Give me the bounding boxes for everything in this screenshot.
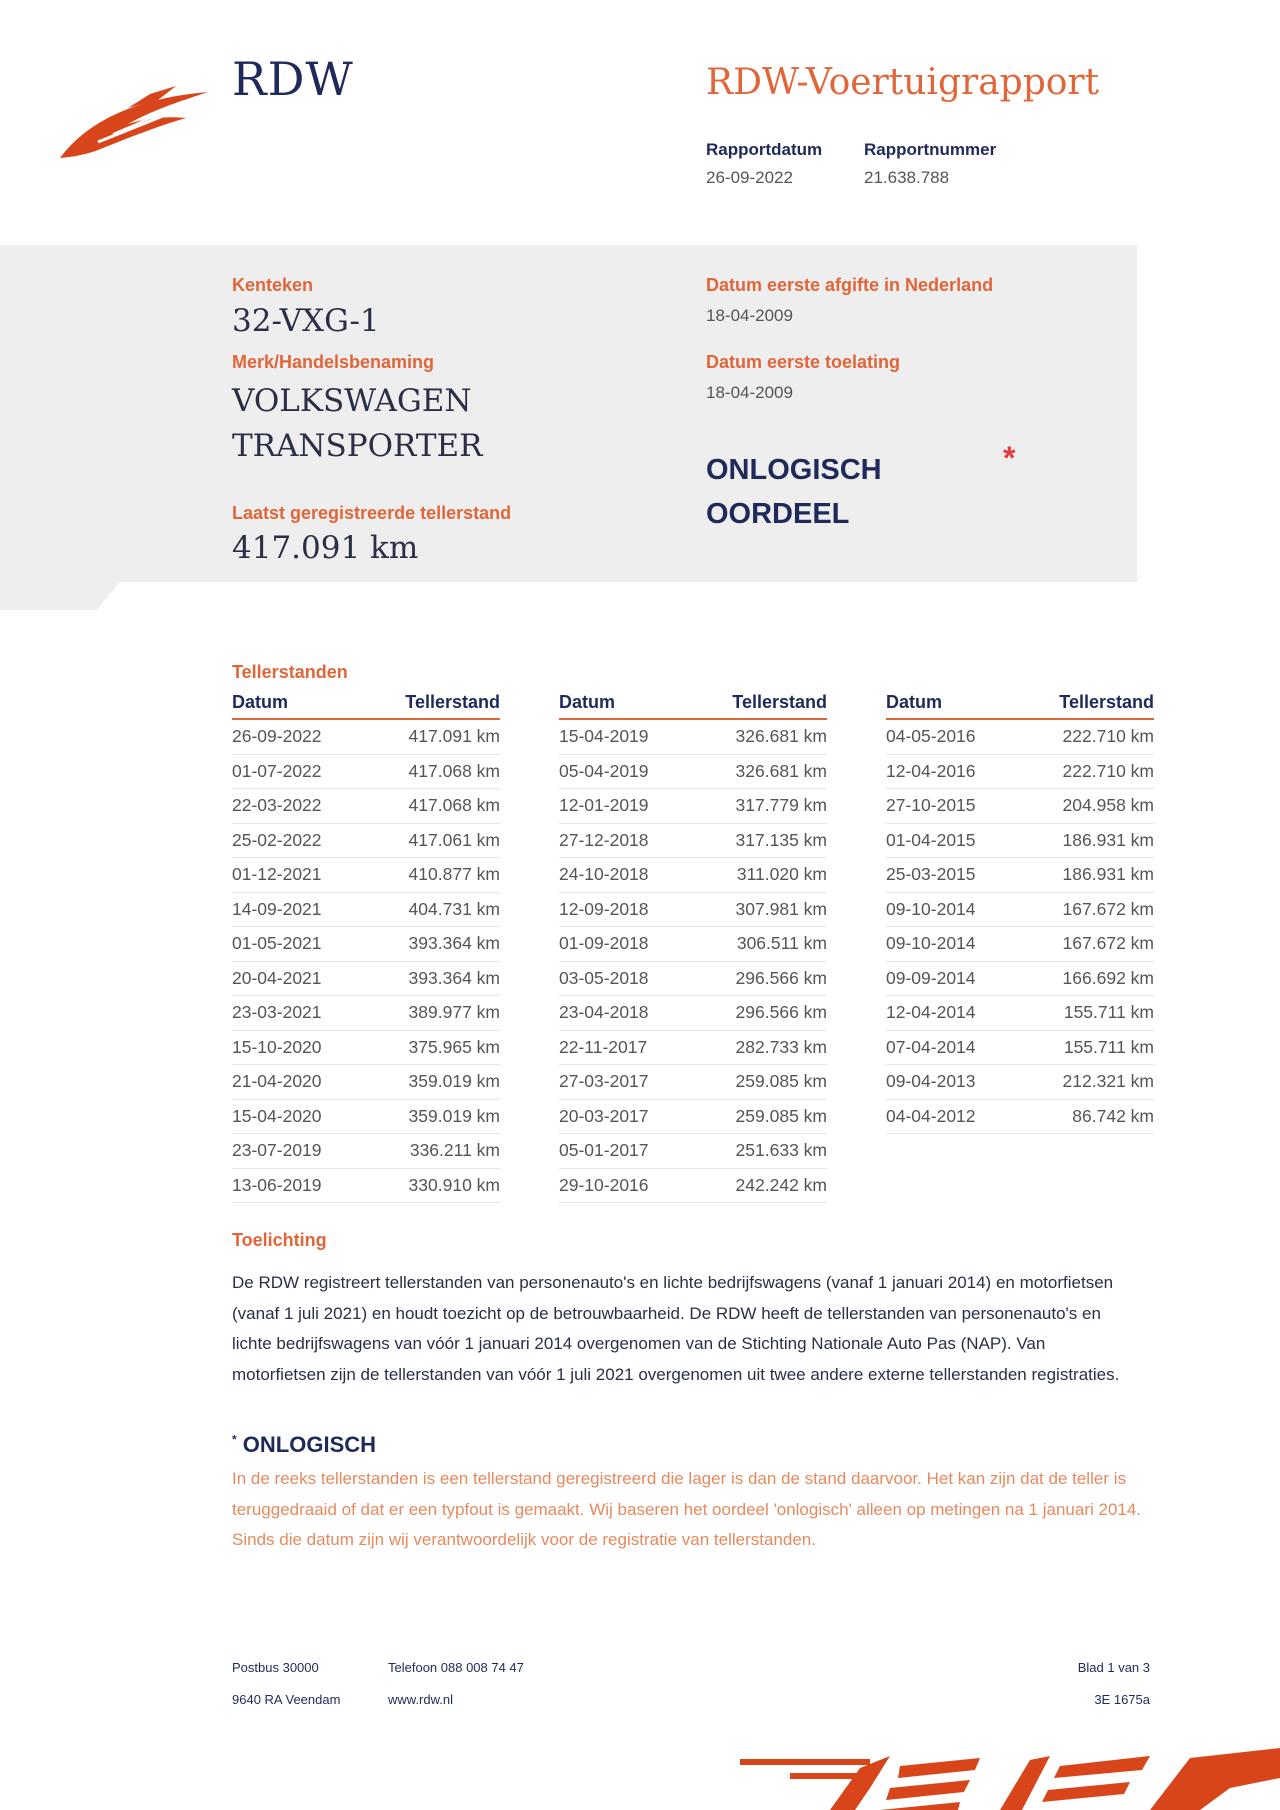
table-row xyxy=(232,755,500,790)
reading-km: 167.672 km xyxy=(1062,933,1154,954)
reading-km: 330.910 km xyxy=(408,1174,500,1195)
report-number: 21.638.788 xyxy=(864,168,950,187)
report-date: 26-09-2022 xyxy=(706,168,793,187)
reading-km: 186.931 km xyxy=(1062,864,1154,885)
table-row xyxy=(886,755,1154,790)
reading-km: 317.135 km xyxy=(735,829,827,850)
reading-km: 375.965 km xyxy=(408,1036,500,1057)
table-row xyxy=(559,1100,827,1135)
table-row xyxy=(886,824,1154,859)
readings-title: Tellerstanden xyxy=(232,662,348,682)
reading-date: 04-04-2012 xyxy=(886,1105,976,1126)
table-body xyxy=(886,720,1154,1134)
first-issue-date: 18-04-2009 xyxy=(706,306,793,325)
explanation-text: De RDW registreert tellerstanden van personenauto's en lichte bedrijfswagens (vanaf 1 januari 2014) en motorfietsen (vanaf 1 juli 2021) en houdt toezicht op de betrouwbaarheid. De RDW heeft de tellerstanden van personenauto's en lichte bedrijfswagens van vóór 1 januari 2014 overgenomen van de Stichting Nationale Auto Pas (NAP). Van motorfietsen zijn de tellerstanden van vóór 1 juli 2021 overgenomen uit twee andere externe tellerstanden registraties. xyxy=(232,1273,1120,1384)
reading-km: 404.731 km xyxy=(408,898,500,919)
reading-date: 01-12-2021 xyxy=(232,864,322,885)
reading-date: 14-09-2021 xyxy=(232,898,322,919)
odometer-value: 417.091 km xyxy=(232,530,419,566)
table-row xyxy=(232,1031,500,1066)
reading-km: 326.681 km xyxy=(735,760,827,781)
table-row xyxy=(886,927,1154,962)
reading-date: 03-05-2018 xyxy=(559,967,649,988)
reading-km: 296.566 km xyxy=(735,967,827,988)
reading-km: 389.977 km xyxy=(408,1002,500,1023)
reading-date: 07-04-2014 xyxy=(886,1036,976,1057)
reading-km: 166.692 km xyxy=(1062,967,1154,988)
reading-date: 04-05-2016 xyxy=(886,726,976,747)
table-row xyxy=(886,858,1154,893)
table-row xyxy=(232,824,500,859)
reading-km: 259.085 km xyxy=(735,1071,827,1092)
table-row xyxy=(232,1169,500,1204)
reading-km: 359.019 km xyxy=(408,1105,500,1126)
reading-km: 222.710 km xyxy=(1062,760,1154,781)
reading-date: 26-09-2022 xyxy=(232,726,322,747)
footer-code: 3E 1675a xyxy=(1094,1692,1150,1707)
reading-km: 393.364 km xyxy=(408,933,500,954)
onlogisch-heading xyxy=(232,1432,376,1458)
first-admission-label: Datum eerste toelating xyxy=(706,352,901,372)
table-header xyxy=(232,692,500,720)
reading-date: 01-07-2022 xyxy=(232,760,322,781)
brand-name: RDW xyxy=(232,52,354,106)
table-row xyxy=(886,893,1154,928)
table-row xyxy=(232,893,500,928)
make-line-1: VOLKSWAGEN xyxy=(232,383,472,419)
reading-date: 09-10-2014 xyxy=(886,933,976,954)
reading-km: 306.511 km xyxy=(736,933,827,954)
table-header xyxy=(559,692,827,720)
table-row xyxy=(886,1031,1154,1066)
table-row xyxy=(232,1134,500,1169)
table-row xyxy=(232,962,500,997)
reading-date: 05-04-2019 xyxy=(559,760,649,781)
reading-date: 25-02-2022 xyxy=(232,829,322,850)
reading-date: 24-10-2018 xyxy=(559,864,649,885)
col-reading-header: Tellerstand xyxy=(405,692,500,712)
verdict-line-1: ONLOGISCH xyxy=(706,454,882,486)
table-row xyxy=(886,996,1154,1031)
reading-date: 21-04-2020 xyxy=(232,1071,322,1092)
reading-km: 410.877 km xyxy=(408,864,500,885)
reading-date: 13-06-2019 xyxy=(232,1174,322,1195)
reading-km: 155.711 km xyxy=(1063,1036,1154,1057)
col-reading-header: Tellerstand xyxy=(1059,692,1154,712)
report-title: RDW-Voertuigrapport xyxy=(706,62,1100,103)
reading-date: 05-01-2017 xyxy=(559,1140,649,1161)
table-row xyxy=(886,720,1154,755)
table-row xyxy=(559,1065,827,1100)
table-row xyxy=(559,824,827,859)
reading-km: 251.633 km xyxy=(735,1140,827,1161)
footer-page: Blad 1 van 3 xyxy=(1077,1660,1150,1675)
make-line-2: TRANSPORTER xyxy=(232,428,483,464)
reading-km: 311.020 km xyxy=(736,864,827,885)
reading-date: 09-10-2014 xyxy=(886,898,976,919)
col-date-header: Datum xyxy=(232,692,289,712)
reading-date: 15-04-2020 xyxy=(232,1105,322,1126)
table-row xyxy=(232,720,500,755)
reading-km: 282.733 km xyxy=(735,1036,827,1057)
reading-km: 417.091 km xyxy=(408,726,500,747)
reading-km: 307.981 km xyxy=(735,898,827,919)
table-row xyxy=(559,789,827,824)
reading-date: 09-04-2013 xyxy=(886,1071,976,1092)
verdict-asterisk: * xyxy=(1003,440,1016,476)
reading-date: 27-03-2017 xyxy=(559,1071,649,1092)
readings-table-3 xyxy=(886,692,1154,1134)
table-row xyxy=(559,1169,827,1204)
reading-km: 296.566 km xyxy=(735,1002,827,1023)
reading-km: 417.061 km xyxy=(408,829,500,850)
table-row xyxy=(232,1100,500,1135)
table-row xyxy=(886,789,1154,824)
reading-date: 29-10-2016 xyxy=(559,1174,649,1195)
table-row xyxy=(559,858,827,893)
table-row xyxy=(232,927,500,962)
reading-date: 22-03-2022 xyxy=(232,795,322,816)
reading-km: 326.681 km xyxy=(735,726,827,747)
reading-km: 186.931 km xyxy=(1062,829,1154,850)
make-label: Merk/Handelsbenaming xyxy=(232,352,435,372)
reading-date: 23-04-2018 xyxy=(559,1002,649,1023)
reading-km: 417.068 km xyxy=(408,795,500,816)
reading-date: 12-01-2019 xyxy=(559,795,649,816)
rdw-logo-icon xyxy=(58,80,218,160)
footer-pobox: Postbus 30000 xyxy=(232,1660,319,1675)
reading-km: 393.364 km xyxy=(408,967,500,988)
table-row xyxy=(559,720,827,755)
reading-date: 09-09-2014 xyxy=(886,967,976,988)
reading-date: 20-04-2021 xyxy=(232,967,322,988)
table-row xyxy=(559,755,827,790)
col-reading-header: Tellerstand xyxy=(732,692,827,712)
reading-date: 15-04-2019 xyxy=(559,726,649,747)
reading-date: 12-04-2016 xyxy=(886,760,976,781)
reading-date: 01-05-2021 xyxy=(232,933,322,954)
reading-km: 336.211 km xyxy=(409,1140,500,1161)
reading-km: 155.711 km xyxy=(1063,1002,1154,1023)
reading-km: 359.019 km xyxy=(408,1071,500,1092)
table-body xyxy=(559,720,827,1203)
reading-km: 242.242 km xyxy=(735,1174,827,1195)
table-row xyxy=(232,858,500,893)
explanation-title: Toelichting xyxy=(232,1230,327,1250)
onlogisch-text: In de reeks tellerstanden is een tellerstand geregistreerd die lager is dan de stand daarvoor. Het kan zijn dat de teller is teruggedraaid of dat er een typfout is gemaakt. Wij baseren het oordeel 'onlogisch' alleen op metingen na 1 januari 2014. Sinds die datum zijn wij verantwoordelijk voor de registratie van tellerstanden. xyxy=(232,1469,1142,1549)
reading-date: 23-07-2019 xyxy=(232,1140,322,1161)
reading-km: 204.958 km xyxy=(1062,795,1154,816)
table-row xyxy=(886,962,1154,997)
reading-date: 01-04-2015 xyxy=(886,829,976,850)
plate-label: Kenteken xyxy=(232,275,314,295)
table-row xyxy=(559,1031,827,1066)
table-row xyxy=(559,962,827,997)
table-row xyxy=(886,1100,1154,1135)
reading-date: 27-10-2015 xyxy=(886,795,976,816)
col-date-header: Datum xyxy=(559,692,616,712)
reading-date: 12-09-2018 xyxy=(559,898,649,919)
footer-postal: 9640 RA Veendam xyxy=(232,1692,341,1707)
report-date-label: Rapportdatum xyxy=(706,140,823,159)
reading-date: 25-03-2015 xyxy=(886,864,976,885)
table-row xyxy=(559,893,827,928)
footer-web[interactable]: www.rdw.nl xyxy=(388,1692,454,1707)
table-row xyxy=(886,1065,1154,1100)
reading-km: 222.710 km xyxy=(1062,726,1154,747)
reading-km: 86.742 km xyxy=(1072,1105,1154,1126)
onlogisch-title: ONLOGISCH xyxy=(242,1432,377,1457)
first-issue-label: Datum eerste afgifte in Nederland xyxy=(706,275,994,295)
first-admission-date: 18-04-2009 xyxy=(706,383,793,402)
col-date-header: Datum xyxy=(886,692,943,712)
reading-date: 01-09-2018 xyxy=(559,933,649,954)
table-body xyxy=(232,720,500,1203)
verdict-line-2: OORDEEL xyxy=(706,498,850,530)
table-row xyxy=(559,996,827,1031)
reading-date: 23-03-2021 xyxy=(232,1002,322,1023)
table-row xyxy=(232,1065,500,1100)
table-row xyxy=(559,927,827,962)
reading-km: 167.672 km xyxy=(1062,898,1154,919)
readings-table-2 xyxy=(559,692,827,1203)
table-row xyxy=(559,1134,827,1169)
reading-date: 22-11-2017 xyxy=(559,1036,648,1057)
table-row xyxy=(232,996,500,1031)
report-number-label: Rapportnummer xyxy=(864,140,997,159)
reading-date: 15-10-2020 xyxy=(232,1036,322,1057)
readings-table-1 xyxy=(232,692,500,1203)
reading-km: 259.085 km xyxy=(735,1105,827,1126)
reading-date: 12-04-2014 xyxy=(886,1002,976,1023)
reading-km: 212.321 km xyxy=(1062,1071,1154,1092)
footer-phone: Telefoon 088 008 74 47 xyxy=(388,1660,524,1675)
footer-stripes-decoration xyxy=(730,1748,1280,1810)
reading-date: 27-12-2018 xyxy=(559,829,649,850)
reading-km: 317.779 km xyxy=(735,795,827,816)
table-header xyxy=(886,692,1154,720)
odometer-label: Laatst geregistreerde tellerstand xyxy=(232,503,512,523)
plate-number: 32-VXG-1 xyxy=(232,303,380,339)
reading-date: 20-03-2017 xyxy=(559,1105,649,1126)
reading-km: 417.068 km xyxy=(408,760,500,781)
table-row xyxy=(232,789,500,824)
onlogisch-mark: * xyxy=(232,1432,237,1447)
